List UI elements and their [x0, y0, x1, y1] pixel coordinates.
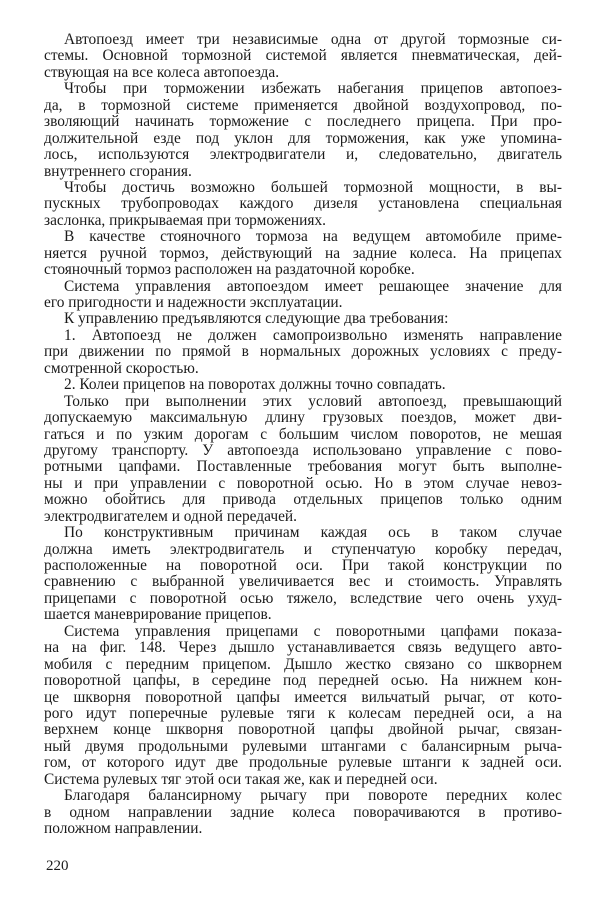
text-line: Система управления автопоездом имеет решающее значение для	[64, 277, 562, 295]
text-line: смотренной скоростью.	[44, 359, 199, 377]
text-line: гаться и по узким дорогам с большим числом поворотов, не мешая	[44, 425, 562, 443]
page-number: 220	[46, 858, 69, 874]
text-line: Только при выполнении этих условий автопоезд, превышающий	[64, 392, 562, 410]
text-line: 1. Автопоезд не должен самопроизвольно изменять направление	[64, 326, 562, 344]
text-line: на на фиг. 148. Через дышло устанавливается связь ведущего авто-	[44, 639, 562, 657]
text-line: лось, используются электродвигатели и, следовательно, двигатель	[44, 146, 562, 164]
text-line: Чтобы достичь возможно большей тормозной мощности, в вы-	[64, 178, 562, 196]
text-line: электродвигателем и одной передачей.	[44, 507, 297, 525]
text-line: другому транспорту. У автопоезда использовано управление с пово-	[44, 441, 562, 459]
text-line: зволяющий начинать торможение с последнего прицепа. При про-	[44, 113, 562, 131]
text-line: Система рулевых тяг этой оси такая же, как и передней оси.	[44, 770, 438, 788]
text-line: должительной езде под уклон для торможения, как уже упомина-	[44, 129, 562, 147]
text-line: в одном направлении задние колеса поворачиваются в противо-	[44, 803, 562, 821]
text-line: заслонка, прикрываемая при торможениях.	[44, 211, 327, 229]
text-line: да, в тормозной системе применяется двойной воздухопровод, по-	[44, 96, 562, 114]
text-line: мобиля с передним прицепом. Дышло жестко связано со шкворнем	[44, 655, 562, 673]
text-line: По конструктивным причинам каждая ось в таком случае	[64, 524, 562, 542]
text-line: няется ручной тормоз, действующий на задние колеса. На прицепах	[44, 244, 562, 262]
text-line: це шкворня поворотной цапфы имеется вильчатый рычаг, от кото-	[44, 688, 562, 706]
text-line: В качестве стояночного тормоза на ведущем автомобиле приме-	[64, 228, 562, 246]
text-line: его пригодности и надежности эксплуатации.	[44, 294, 343, 311]
text-line: К управлению предъявляются следующие два требования:	[64, 310, 449, 328]
text-line: ны и при управлении с поворотной осью. Но в этом случае невоз-	[44, 474, 562, 492]
text-line: можно обойтись для привода отдельных прицепов только одним	[44, 491, 562, 509]
text-line: ротными цапфами. Поставленные требования могут быть выполне-	[44, 458, 562, 476]
text-line: внутреннего сгорания.	[44, 162, 192, 180]
text-line: ный двумя продольными рулевыми штангами с балансирным рыча-	[44, 737, 562, 755]
text-line: гом, от которого идут две продольные рулевые штанги к задней оси.	[44, 754, 562, 772]
text-line: при движении по прямой в нормальных дорожных условиях с преду-	[44, 343, 562, 361]
text-line: верхнем конце шкворня поворотной цапфы двойной рычаг, связан-	[44, 721, 562, 739]
text-line: пускных трубопроводах каждого дизеля установлена специальная	[44, 195, 562, 213]
text-line: шается маневрирование прицепов.	[44, 606, 272, 624]
text-line: ствующая на все колеса автопоезда.	[44, 63, 280, 81]
page-body-text	[44, 32, 562, 837]
text-line: прицепами с поворотной осью тяжело, вследствие чего очень ухуд-	[44, 589, 562, 607]
text-line: Система управления прицепами с поворотными цапфами показа-	[64, 622, 562, 640]
text-line: стояночный тормоз расположен на раздаточной коробке.	[44, 261, 415, 279]
text-line: Благодаря балансирному рычагу при повороте передних колес	[64, 787, 562, 805]
text-line: рого идут поперечные рулевые тяги к колесам передней оси, а на	[44, 704, 562, 722]
text-line: Чтобы при торможении избежать набегания прицепов автопоез-	[64, 80, 562, 98]
text-line: сравнению с выбранной увеличивается вес и стоимость. Управлять	[44, 573, 562, 591]
text-line: поворотной цапфы, в середине под передней осью. На нижнем кон-	[44, 672, 562, 690]
text-line: должна иметь электродвигатель и ступенчатую коробку передач,	[44, 540, 562, 558]
text-line: 2. Колеи прицепов на поворотах должны точно совпадать.	[64, 376, 446, 394]
text-line: положном направлении.	[44, 820, 203, 837]
text-line: допускаемую максимальную длину грузовых поездов, может дви-	[44, 409, 562, 427]
text-line: расположенные на поворотной оси. При такой конструкции по	[44, 557, 562, 574]
text-line: стемы. Основной тормозной системой является пневматическая, дей-	[44, 47, 562, 65]
text-line: Автопоезд имеет три независимые одна от другой тормозные си-	[64, 31, 562, 48]
